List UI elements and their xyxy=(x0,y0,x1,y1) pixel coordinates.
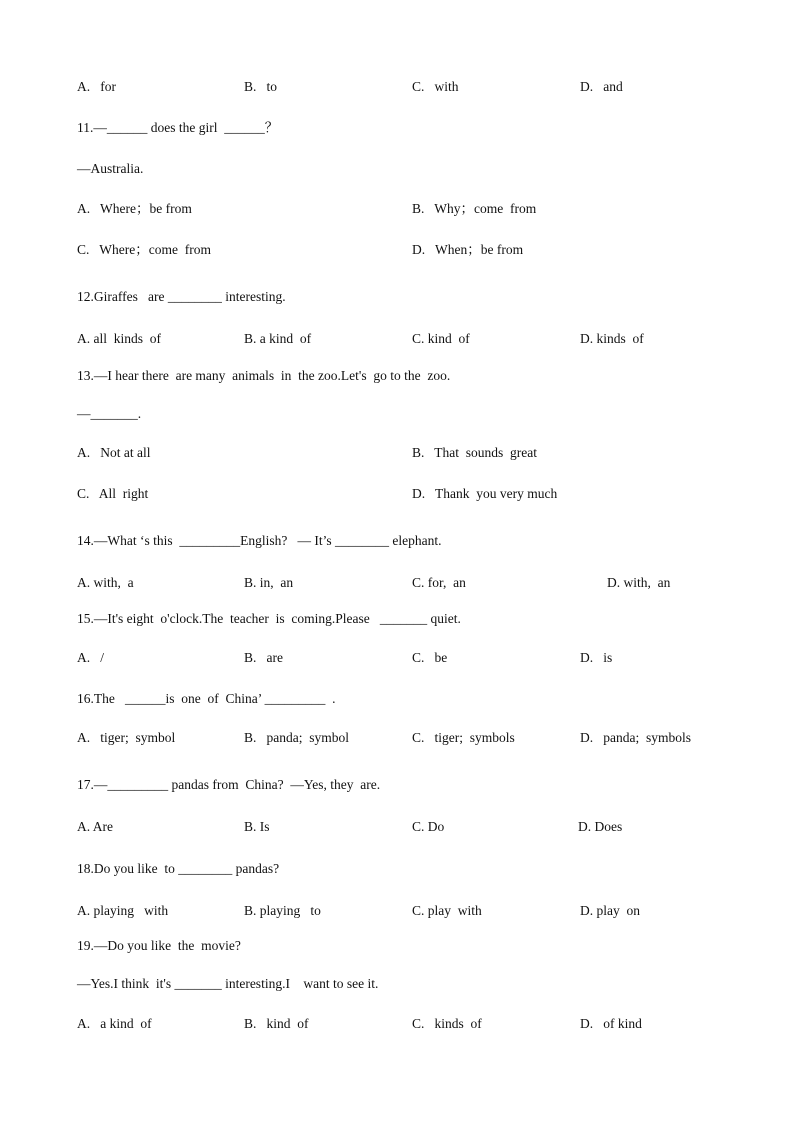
q14-option-a[interactable]: A. with, a xyxy=(77,575,134,590)
q13-stem: 13.—I hear there are many animals in the zoo.Let's go to the zoo. xyxy=(77,368,451,383)
q19-option-b[interactable]: B. kind of xyxy=(244,1016,309,1031)
q15-option-d[interactable]: D. is xyxy=(580,650,613,665)
q17-option-b[interactable]: B. Is xyxy=(244,819,270,834)
q11-option-c[interactable]: C. Where；come from xyxy=(77,242,211,257)
q11-options-row1 xyxy=(77,201,757,217)
q15-option-b[interactable]: B. are xyxy=(244,650,283,665)
q18-option-a[interactable]: A. playing with xyxy=(77,903,169,918)
q15-option-c[interactable]: C. be xyxy=(412,650,448,665)
q13-option-d[interactable]: D. Thank you very much xyxy=(412,486,558,501)
q16-option-a[interactable]: A. tiger; symbol xyxy=(77,730,176,745)
q13-option-c[interactable]: C. All right xyxy=(77,486,149,501)
q11-stem: 11.—______ does the girl ______？ xyxy=(77,120,279,135)
q17-option-c[interactable]: C. Do xyxy=(412,819,445,834)
q12-option-d[interactable]: D. kinds of xyxy=(580,331,644,346)
q16-option-b[interactable]: B. panda; symbol xyxy=(244,730,349,745)
q16-options xyxy=(77,730,757,746)
q10-option-a[interactable]: A. for xyxy=(77,79,116,94)
q17-stem: 17.—_________ pandas from China? —Yes, they are. xyxy=(77,777,381,792)
q15-stem: 15.—It's eight o'clock.The teacher is coming.Please _______ quiet. xyxy=(77,611,461,626)
q15-options xyxy=(77,650,757,666)
q16-stem: 16.The ______is one of China’ _________ . xyxy=(77,691,336,706)
q18-options xyxy=(77,903,757,919)
q19-option-c[interactable]: C. kinds of xyxy=(412,1016,482,1031)
q15-option-a[interactable]: A. / xyxy=(77,650,104,665)
q14-option-d[interactable]: D. with, an xyxy=(607,575,671,590)
q14-stem: 14.—What ‘s this _________English? — It’s ________ elephant. xyxy=(77,533,442,548)
q19-option-a[interactable]: A. a kind of xyxy=(77,1016,152,1031)
q12-stem: 12.Giraffes are ________ interesting. xyxy=(77,289,286,304)
q10-option-b[interactable]: B. to xyxy=(244,79,278,94)
q14-option-b[interactable]: B. in, an xyxy=(244,575,294,590)
q16-option-d[interactable]: D. panda; symbols xyxy=(580,730,691,745)
q14-options xyxy=(77,575,757,591)
q11-option-b[interactable]: B. Why；come from xyxy=(412,201,537,216)
q11-option-d[interactable]: D. When；be from xyxy=(412,242,524,257)
q18-stem: 18.Do you like to ________ pandas? xyxy=(77,861,280,876)
q10-option-d[interactable]: D. and xyxy=(580,79,623,94)
q19-answer-line: —Yes.I think it's _______ interesting.I want to see it. xyxy=(77,976,379,991)
q13-options-row2 xyxy=(77,486,757,502)
q17-option-a[interactable]: A. Are xyxy=(77,819,113,834)
q13-answer-line: —_______. xyxy=(77,406,142,421)
q14-option-c[interactable]: C. for, an xyxy=(412,575,466,590)
q18-option-b[interactable]: B. playing to xyxy=(244,903,321,918)
q17-option-d[interactable]: D. Does xyxy=(578,819,623,834)
q18-option-c[interactable]: C. play with xyxy=(412,903,482,918)
q13-option-a[interactable]: A. Not at all xyxy=(77,445,151,460)
q11-answer-line: —Australia. xyxy=(77,161,144,176)
q12-option-c[interactable]: C. kind of xyxy=(412,331,470,346)
q12-option-b[interactable]: B. a kind of xyxy=(244,331,312,346)
q11-option-a[interactable]: A. Where；be from xyxy=(77,201,192,216)
q19-options xyxy=(77,1016,757,1032)
q13-option-b[interactable]: B. That sounds great xyxy=(412,445,537,460)
q10-option-c[interactable]: C. with xyxy=(412,79,459,94)
q12-option-a[interactable]: A. all kinds of xyxy=(77,331,161,346)
q11-options-row2 xyxy=(77,242,757,258)
q19-option-d[interactable]: D. of kind xyxy=(580,1016,642,1031)
q12-options xyxy=(77,331,757,347)
q19-stem: 19.—Do you like the movie? xyxy=(77,938,241,953)
q17-options xyxy=(77,819,757,835)
q10-options xyxy=(77,79,757,95)
q18-option-d[interactable]: D. play on xyxy=(580,903,640,918)
q13-options-row1 xyxy=(77,445,757,461)
q16-option-c[interactable]: C. tiger; symbols xyxy=(412,730,515,745)
